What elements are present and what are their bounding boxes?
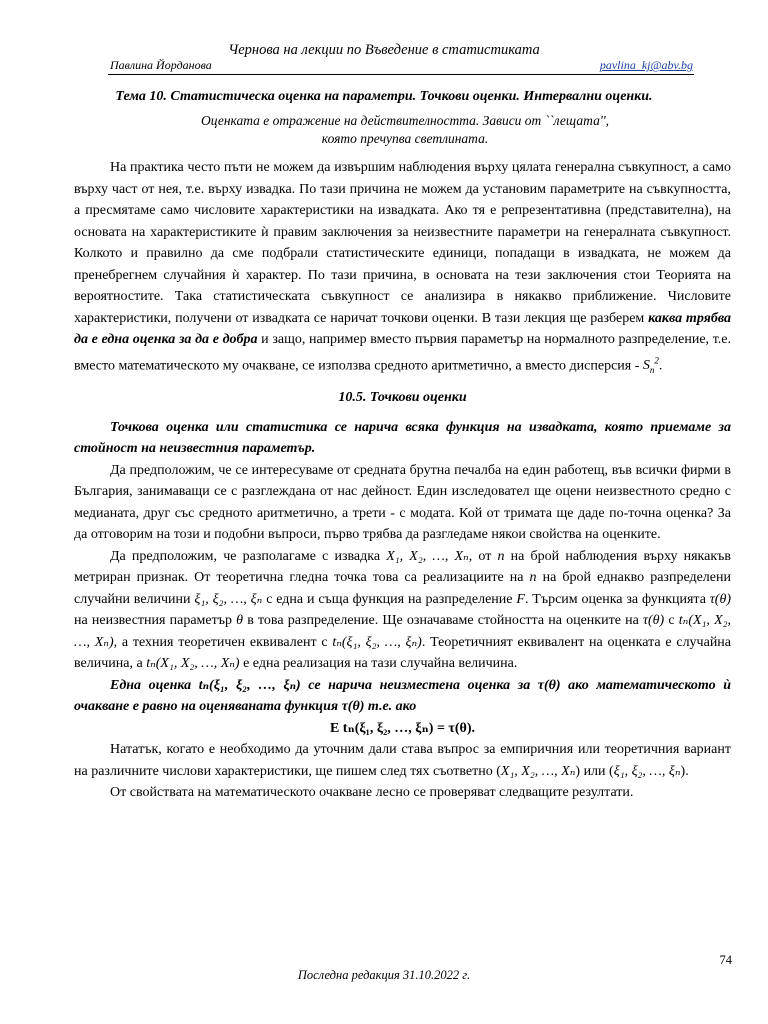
- p4-text-b: ) или (: [575, 763, 614, 779]
- sample-notation: X₁, X₂, …, Xₙ: [386, 548, 469, 564]
- header-email-link[interactable]: pavlina_kj@abv.bg: [599, 58, 693, 72]
- p3-text-d: на брой еднакво разпределени случайни величини: [74, 570, 731, 607]
- estimate-empirical-2: tₙ(X₁, X₂, …, Xₙ): [146, 656, 240, 672]
- variance-symbol-letter: S: [642, 358, 650, 374]
- p3-text-e: с една и съща функция на разпределение: [262, 591, 517, 607]
- section-heading: 10.5. Точкови оценки: [338, 390, 467, 406]
- header-author: Павлина Йорданова: [110, 58, 212, 72]
- p3-text-i: с: [664, 613, 679, 629]
- header-title: Чернова на лекции по Въведение в статистиката: [228, 42, 540, 58]
- p3-text-g: на неизвестния параметър: [74, 613, 237, 629]
- p4-sample-notation: X₁, X₂, …, Xₙ: [500, 763, 576, 779]
- epigraph-line-2: която пречупва светлината.: [321, 131, 489, 146]
- paragraph-notation: [74, 739, 731, 782]
- f-symbol: F: [516, 591, 525, 607]
- paragraph-intro-emphasis: каква трябва да е една оценка за да е добра: [74, 310, 731, 347]
- definition-unbiased: Една оценка tₙ(ξ₁, ξ₂, …, ξₙ) се нарича неизместена оценка за τ(θ) ако математическото ѝ очакване е равно на оценяваната функция τ(θ) т.е. ако: [74, 677, 731, 715]
- variance-symbol-sub: n: [649, 364, 655, 375]
- p4-xi-notation: ξ₁, ξ₂, …, ξₙ: [613, 763, 681, 779]
- xi-notation: ξ₁, ξ₂, …, ξₙ: [194, 591, 263, 607]
- topic-title: Тема 10. Статистическа оценка на параметри. Точкови оценки. Интервални оценки.: [115, 89, 653, 104]
- variance-symbol-sup: 2: [654, 355, 659, 366]
- paragraph-intro: [74, 157, 731, 381]
- variance-symbol: [642, 355, 659, 375]
- n-symbol-2: n: [529, 570, 537, 586]
- unbiased-formula: E tₙ(ξ₁, ξ₂, …, ξₙ) = τ(θ).: [329, 720, 476, 736]
- paragraph-properties: От свойствата на математическото очакване лесно се проверяват следващите резултати.: [110, 785, 634, 801]
- tau-theta-symbol: τ(θ): [709, 591, 732, 607]
- paragraph-intro-text-2: и защо, например вместо първия параметър на нормалното разпределение, т.е. вместо математическото му очакване, се използва средното аритметично, а вместо дисперсия -: [74, 332, 731, 374]
- p4-text-c: ).: [680, 763, 689, 779]
- p3-text-c: на брой наблюдения върху някакъв метриран признак. От теоретична гледна точка това са реализациите на: [74, 548, 732, 586]
- n-symbol: n: [497, 548, 505, 564]
- tau-theta-symbol-2: τ(θ): [642, 613, 665, 629]
- estimate-theoretical: tₙ(ξ₁, ξ₂, …, ξₙ): [332, 634, 422, 650]
- footer-last-edited: Последна редакция 31.10.2022 г.: [297, 968, 471, 982]
- theta-symbol: θ: [236, 613, 244, 629]
- document-body: [74, 157, 731, 804]
- definition-point-estimate: Точкова оценка или статистика се нарича всяка функция на извадката, която приемаме за стойност на неизвестния параметър.: [74, 419, 731, 457]
- p4-text-a: Нататък, когато е необходимо да уточним дали става въпрос за емпиричния или теоретичния вариант на различните числови характеристики, ще пишем след тях съответно (: [74, 742, 731, 779]
- page-number: 74: [719, 953, 732, 967]
- p3-text-f: . Търсим оценка за функцията: [524, 591, 710, 607]
- paragraph-example: Да предположим, че се интересуваме от средната брутна печалба на един работещ, във всички фирми в България, занимаващи се с разглеждана от нас дейност. Един изследовател ще оцени неизвестното средно с медианата, друг със средното аритметично, а трети - с модата. Кой от тримата ще даде по-точна оценка? За да отговорим на този и подобни въпроси, първо трябва да разгледаме някои свойства на оценките.: [74, 462, 731, 543]
- p3-text-l: е една реализация на тази случайна величина.: [239, 656, 518, 672]
- epigraph-line-1: Оценката е отражение на действителността. Зависи от ``лещата'',: [201, 113, 609, 128]
- epigraph: [175, 112, 635, 148]
- paragraph-intro-end: .: [658, 358, 663, 374]
- paragraph-sample: [74, 546, 731, 675]
- header-rule: [108, 74, 694, 75]
- p3-text-b: , от: [468, 548, 498, 564]
- p3-text-k: . Теоретичният еквивалент на оценката е случайна величина, а: [74, 634, 732, 672]
- estimate-empirical: tₙ(X₁, X₂, …, Xₙ): [74, 613, 731, 650]
- paragraph-intro-text: На практика често пъти не можем да извършим наблюдения върху цялата генерална съвкупност, а само върху част от нея, т.е. върху извадка. По тази причина не можем да установим параметрите на съвкупността, а пресмятаме само числовите характеристики на извадката. Ако тя е репрезентативна (представителна), на основата на характеристиките ѝ правим заключения за неизвестните параметри на генералната съвкупност. Колкото и правилно да сме подбрали статистическите единици, попадащи в извадката, не можем да пренебрегнем случайния ѝ характер. По тази причина, в основата на тези заключения стои Теорията на вероятностите. Така статистическата съвкупност се анализира в някакво приближение. Числовите характеристики, получени от извадката се наричат точкови оценки. В тази лекция ще разберем: [74, 160, 731, 326]
- p3-text-j: , а техния теоретичен еквивалент с: [113, 634, 333, 650]
- p3-text-a: Да предположим, че разполагаме с извадка: [110, 548, 387, 564]
- p3-text-h: в това разпределение. Ще означаваме стойността на оценките на: [243, 613, 643, 629]
